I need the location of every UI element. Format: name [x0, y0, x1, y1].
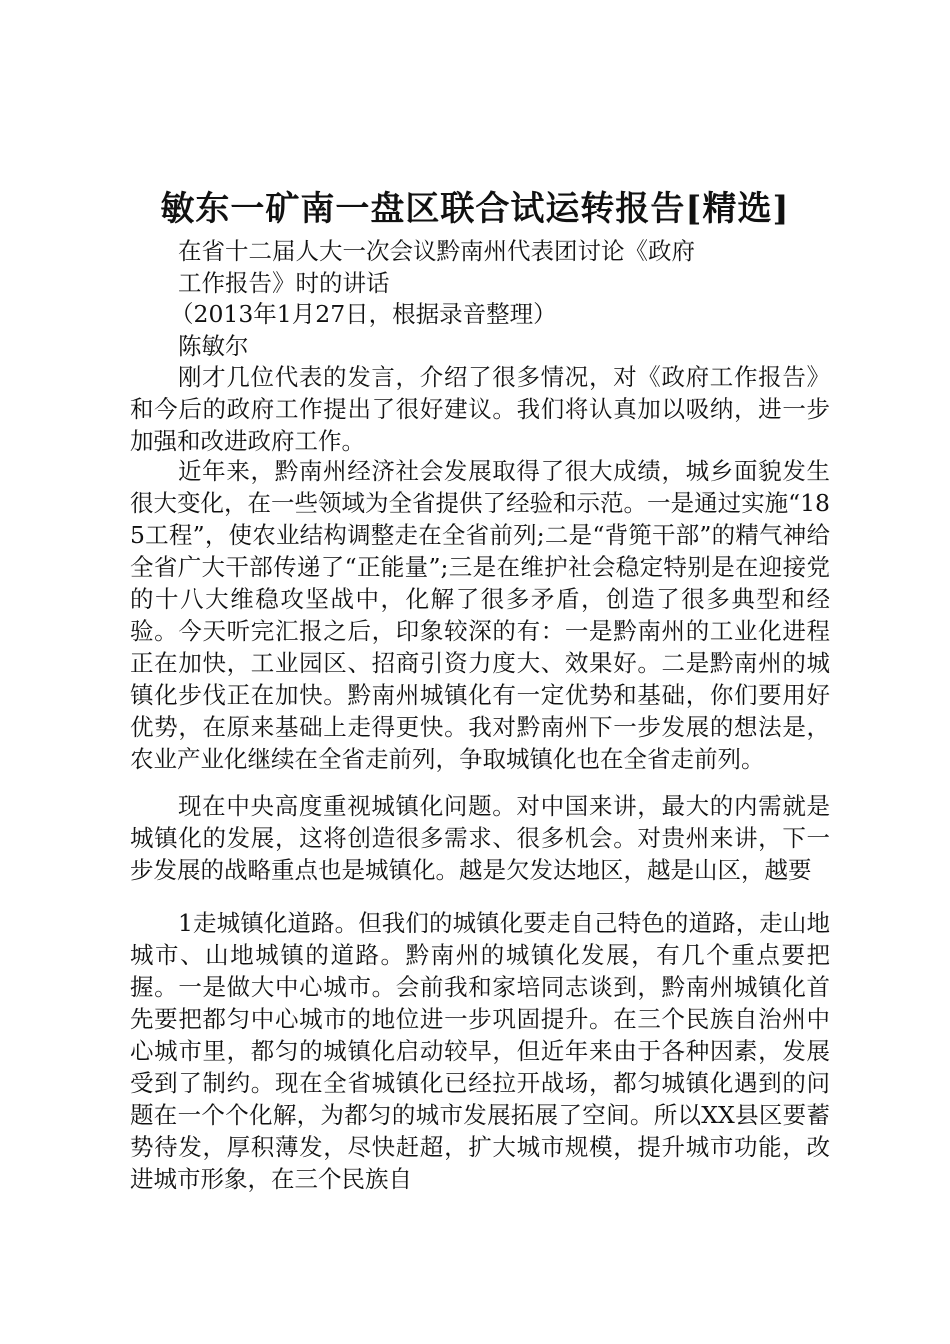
paragraph-3: 现在中央高度重视城镇化问题。对中国来讲，最大的内需就是城镇化的发展，这将创造很多需求、很多机会。对贵州来讲，下一步发展的战略重点也是城镇化。越是欠发达地区，越是山区，越要 [130, 792, 830, 884]
paragraph-1: 刚才几位代表的发言，介绍了很多情况，对《政府工作报告》和今后的政府工作提出了很好建议。我们将认真加以吸纳，进一步加强和改进政府工作。 [130, 363, 830, 455]
intro-line-1: 在省十二届人大一次会议黔南州代表团讨论《政府 [178, 237, 695, 265]
author-name: 陈敏尔 [178, 332, 249, 360]
document-title: 敏东一矿南一盘区联合试运转报告[精选] [160, 189, 790, 229]
intro-line-date: （2013年1月27日，根据录音整理） [170, 300, 557, 328]
intro-line-2: 工作报告》时的讲话 [178, 269, 390, 297]
paragraph-4: 1走城镇化道路。但我们的城镇化要走自己特色的道路，走山地城市、山地城镇的道路。黔南州的城镇化发展，有几个重点要把握。一是做大中心城市。会前我和家培同志谈到，黔南州城镇化首先要把都匀中心城市的地位进一步巩固提升。在三个民族自治州中心城市里，都匀的城镇化启动较早，但近年来由于各种因素，发展受到了制约。现在全省城镇化已经拉开战场，都匀城镇化遇到的问题在一个个化解，为都匀的城市发展拓展了空间。所以XX县区要蓄势待发，厚积薄发，尽快赶超，扩大城市规模，提升城市功能，改进城市形象，在三个民族自 [130, 909, 830, 1193]
paragraph-2: 近年来，黔南州经济社会发展取得了很大成绩，城乡面貌发生很大变化，在一些领域为全省提供了经验和示范。一是通过实施“185工程”，使农业结构调整走在全省前列;二是“背篼干部”的精气神给全省广大干部传递了“正能量”;三是在维护社会稳定特别是在迎接党的十八大维稳攻坚战中，化解了很多矛盾，创造了很多典型和经验。今天听完汇报之后，印象较深的有：一是黔南州的工业化进程正在加快，工业园区、招商引资力度大、效果好。二是黔南州的城镇化步伐正在加快。黔南州城镇化有一定优势和基础，你们要用好优势，在原来基础上走得更快。我对黔南州下一步发展的想法是，农业产业化继续在全省走前列，争取城镇化也在全省走前列。 [130, 457, 830, 773]
